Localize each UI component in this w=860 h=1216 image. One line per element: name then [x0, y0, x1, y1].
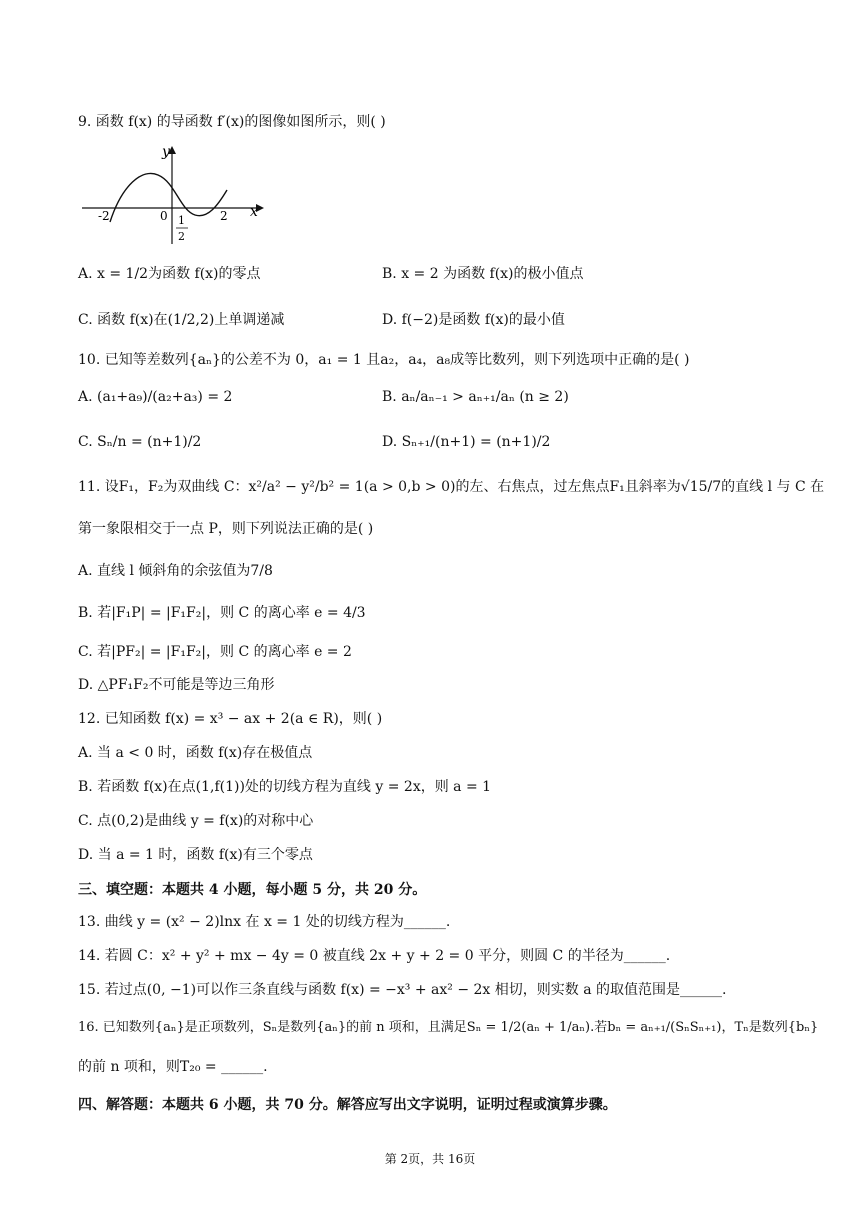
tick-0: 0	[160, 209, 168, 223]
q12-stem: 12. 已知函数 f(x) = x³ − ax + 2(a ∈ R)，则( )	[78, 711, 383, 727]
q10-option-c: C. Sₙ/n = (n+1)/2	[78, 434, 202, 450]
tick-neg2: -2	[98, 209, 110, 223]
q10-stem: 10. 已知等差数列{aₙ}的公差不为 0，a₁ = 1 且a₂，a₄，a₈成等比数列，则下列选项中正确的是( )	[78, 352, 690, 368]
q9-stem: 9. 函数 f(x) 的导函数 f′(x)的图像如图所示，则( )	[78, 114, 386, 130]
tick-half-den: 2	[178, 230, 185, 243]
tick-half-num: 1	[178, 214, 185, 227]
q12-option-a: A. 当 a < 0 时，函数 f(x)存在极值点	[78, 745, 313, 761]
x-axis-label: x	[250, 204, 258, 220]
y-axis-label: y	[162, 144, 170, 160]
q15: 15. 若过点(0, −1)可以作三条直线与函数 f(x) = −x³ + ax² − 2x 相切，则实数 a 的取值范围是______.	[78, 982, 727, 998]
q9-option-c: C. 函数 f(x)在(1/2,2)上单调递减	[78, 312, 285, 328]
q9-option-b: B. x = 2 为函数 f(x)的极小值点	[382, 266, 584, 282]
page-footer: 第 2页，共 16页	[384, 1152, 476, 1166]
q10-option-b: B. aₙ/aₙ₋₁ > aₙ₊₁/aₙ (n ≥ 2)	[382, 389, 569, 405]
q11-stem-line2: 第一象限相交于一点 P，则下列说法正确的是( )	[78, 521, 374, 537]
q12-option-b: B. 若函数 f(x)在点(1,f(1))处的切线方程为直线 y = 2x，则 a = 1	[78, 779, 492, 795]
q10-option-d: D. Sₙ₊₁/(n+1) = (n+1)/2	[382, 434, 551, 450]
q9-option-d: D. f(−2)是函数 f(x)的最小值	[382, 312, 565, 328]
q11-option-d: D. △PF₁F₂不可能是等边三角形	[78, 677, 275, 693]
q12-option-d: D. 当 a = 1 时，函数 f(x)有三个零点	[78, 847, 313, 863]
q11-stem-line1: 11. 设F₁，F₂为双曲线 C：x²/a² − y²/b² = 1(a > 0,b > 0)的左、右焦点，过左焦点F₁且斜率为√15/7的直线 l 与 C 在	[78, 479, 825, 495]
derivative-curve	[110, 173, 227, 222]
q10-option-a: A. (a₁+a₉)/(a₂+a₃) = 2	[78, 389, 233, 405]
q11-option-c: C. 若|PF₂| = |F₁F₂|，则 C 的离心率 e = 2	[78, 644, 352, 660]
section-3-heading: 三、填空题：本题共 4 小题，每小题 5 分，共 20 分。	[78, 882, 427, 898]
q9-option-a: A. x = 1/2为函数 f(x)的零点	[78, 266, 261, 282]
q12-option-c: C. 点(0,2)是曲线 y = f(x)的对称中心	[78, 813, 314, 829]
q13: 13. 曲线 y = (x² − 2)lnx 在 x = 1 处的切线方程为______.	[78, 914, 451, 930]
q11-option-a: A. 直线 l 倾斜角的余弦值为7/8	[78, 563, 273, 579]
q11-option-b: B. 若|F₁P| = |F₁F₂|，则 C 的离心率 e = 4/3	[78, 605, 366, 621]
q14: 14. 若圆 C：x² + y² + mx − 4y = 0 被直线 2x + y + 2 = 0 平分，则圆 C 的半径为______.	[78, 948, 671, 964]
section-4-heading: 四、解答题：本题共 6 小题，共 70 分。解答应写出文字说明，证明过程或演算步骤。	[78, 1097, 617, 1113]
tick-2: 2	[220, 209, 228, 223]
derivative-graph	[80, 140, 270, 250]
q16-line1: 16. 已知数列{aₙ}是正项数列，Sₙ是数列{aₙ}的前 n 项和，且满足Sₙ = 1/2(aₙ + 1/aₙ).若bₙ = aₙ₊₁/(SₙSₙ₊₁)，Tₙ是数列{bₙ}	[78, 1020, 819, 1035]
q16-line2: 的前 n 项和，则T₂₀ = ______.	[78, 1059, 268, 1075]
